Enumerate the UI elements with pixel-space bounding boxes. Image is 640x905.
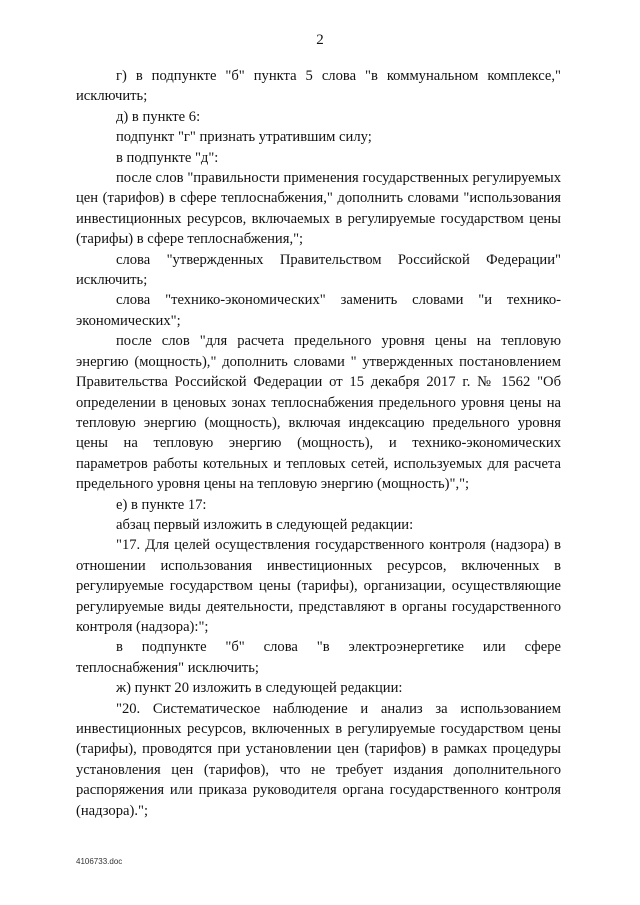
paragraph: слова "утвержденных Правительством Российской Федерации" исключить; (76, 251, 561, 289)
paragraph: абзац первый изложить в следующей редакции: (116, 516, 414, 533)
paragraph: г) в подпункте "б" пункта 5 слова "в коммунальном комплексе," исключить; (76, 68, 561, 105)
page-number: 2 (316, 32, 324, 48)
paragraph: в подпункте "б" слова "в электроэнергетике или сфере теплоснабжения" исключить; (76, 639, 561, 676)
paragraph: после слов "для расчета предельного уровня цены на тепловую энергию (мощность)," дополнить словами " утвержденных постановлением Правительства Российской Федерации от 15 декабря 2017 г. № 1562 "Об определении в ценовых зонах теплоснабжения предельного уровня цены на тепловую энергию (мощность), включая индексацию предельного уровня цены на тепловую энергию (мощность), и технико-экономических параметров работы котельных и тепловых сетей, используемых для расчета предельного уровня цены на тепловую энергию (мощность)","; (76, 333, 561, 493)
paragraph: е) в пункте 17: (116, 496, 207, 513)
footer-document-code: 4106733.doc (76, 857, 123, 866)
document-body (76, 66, 561, 821)
paragraph: подпункт "г" признать утратившим силу; (116, 129, 372, 146)
paragraph: после слов "правильности применения государственных регулируемых цен (тарифов) в сфере теплоснабжения," дополнить словами "использования инвестиционных ресурсов, включаемых в регулируемые государством цены (тарифы) в сфере теплоснабжения,"; (76, 170, 561, 248)
paragraph: "20. Систематическое наблюдение и анализ за использованием инвестиционных ресурсов, включенных в регулируемые государством цены (тарифы), проводятся при установлении цен (тарифов) в рамках процедуры установления цен (тарифов), что не требует издания дополнительного распоряжения или приказа руководителя органа государственного контроля (надзора)."; (76, 700, 561, 819)
paragraph: д) в пункте 6: (116, 108, 201, 125)
paragraph: ж) пункт 20 изложить в следующей редакции: (116, 680, 403, 697)
paragraph: "17. Для целей осуществления государственного контроля (надзора) в отношении использования инвестиционных ресурсов, включенных в регулируемые государством цены (тарифы), организации, осуществляющие регулируемые виды деятельности, представляют в органы государственного контроля (надзора):"; (76, 537, 561, 635)
paragraph: в подпункте "д": (116, 149, 219, 166)
paragraph: слова "технико-экономических" заменить словами "и технико-экономических"; (76, 292, 561, 329)
